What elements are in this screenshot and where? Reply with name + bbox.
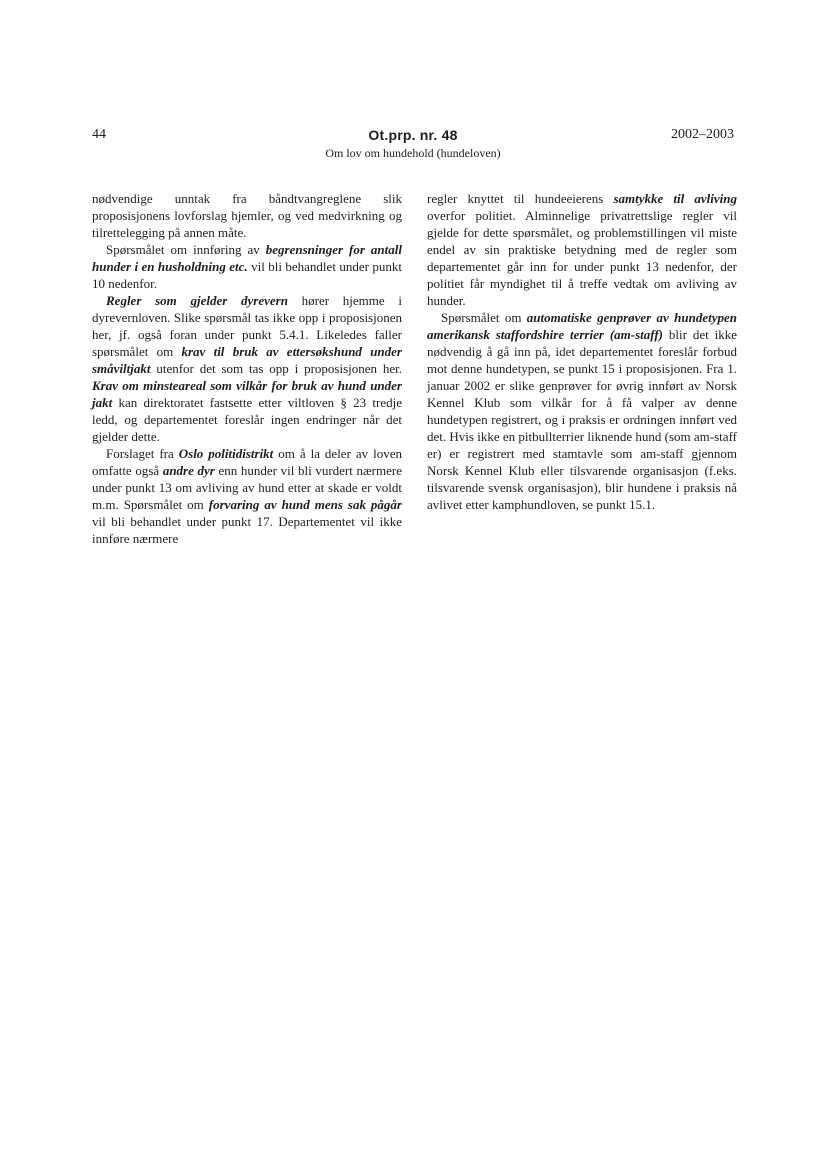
left-paragraph-2 xyxy=(92,241,402,292)
text-run: vil bli behandlet under punkt 17. Departementet vil ikke innføre nærmere xyxy=(92,514,402,546)
emphasis-run: forvaring av hund mens sak pågår xyxy=(208,497,402,512)
text-run: enn hunder vil bli vurdert nærmere under punkt 13 om avliving av hund etter at skade er voldt m.m. Spørsmålet om xyxy=(92,463,402,512)
emphasis-run: automatiske genprøver av hundetypen amerikansk staffordshire terrier (am-staff) xyxy=(427,310,737,342)
text-run: blir det ikke nødvendig å gå inn på, idet departementet foreslår forbud mot denne hundetypen, se punkt 15 i proposisjonen. Fra 1. januar 2002 er slike genprøver for øvrig innført av Norsk Kennel Klub som vilkår for å få valper av denne hundetypen registrert, og i praksis er ordningen innført ved det. Hvis ikke en pitbullterrier liknende hund (som am-staff er) er registrert med stamtavle som am-staff gjennom Norsk Kennel Klub eller tilsvarende organisasjon (f.eks. tilsvarende svensk organisasjon), blir hundene i praksis nå avlivet etter kamphundloven, se punkt 15.1. xyxy=(427,327,737,512)
document-title: Ot.prp. nr. 48 xyxy=(368,127,458,143)
emphasis-run: krav til bruk av ettersøkshund under småviltjakt xyxy=(92,344,402,376)
emphasis-run: begrensninger for antall hunder i en husholdning etc. xyxy=(92,242,402,274)
text-run: Spørsmålet om xyxy=(441,310,527,325)
text-run: hører hjemme i dyrevernloven. Slike spørsmål tas ikke opp i proposisjonen her, jf. også foran under punkt 5.4.1. Likeledes faller spørsmålet om xyxy=(92,293,402,359)
right-paragraph-2 xyxy=(427,309,737,513)
text-run: Forslaget fra xyxy=(106,446,179,461)
emphasis-run: Krav om minsteareal som vilkår for bruk av hund under jakt xyxy=(92,378,402,410)
left-paragraph-3 xyxy=(92,292,402,445)
document-year: 2002–2003 xyxy=(671,127,734,142)
text-run: Spørsmålet om innføring av xyxy=(106,242,266,257)
left-column xyxy=(92,190,402,547)
text-run: overfor politiet. Alminnelige privatrettslige regler vil gjelde for dette spørsmålet, og problemstillingen vil miste endel av sin praktiske betydning med de regler som departementet går inn for under punkt 13 nedenfor, der politiet får myndighet til å treffe vedtak om avliving av hunder. xyxy=(427,208,737,308)
left-paragraph-1: nødvendige unntak fra båndtvangreglene slik proposisjonens lovforslag hjemler, og ved medvirkning og tilrettelegging på annen måte. xyxy=(92,191,402,240)
page-number: 44 xyxy=(92,127,106,142)
text-run: regler knyttet til hundeeierens xyxy=(427,191,614,206)
text-run: kan direktoratet fastsette etter viltloven § 23 tredje ledd, og departementet foreslår ingen endringer når det gjelder dette. xyxy=(92,395,402,444)
emphasis-run: andre dyr xyxy=(162,463,215,478)
emphasis-run: Oslo politidistrikt xyxy=(178,446,274,461)
text-run: vil bli behandlet under punkt 10 nedenfor. xyxy=(92,259,402,291)
document-subtitle: Om lov om hundehold (hundeloven) xyxy=(325,146,501,160)
right-paragraph-1 xyxy=(427,190,737,309)
emphasis-run: samtykke til avliving xyxy=(613,191,737,206)
right-column xyxy=(427,190,737,513)
left-paragraph-4 xyxy=(92,445,402,547)
text-run: om å la deler av loven omfatte også xyxy=(92,446,402,478)
text-run: utenfor det som tas opp i proposisjonen her. xyxy=(150,361,402,376)
emphasis-run: Regler som gjelder dyrevern xyxy=(106,293,288,308)
